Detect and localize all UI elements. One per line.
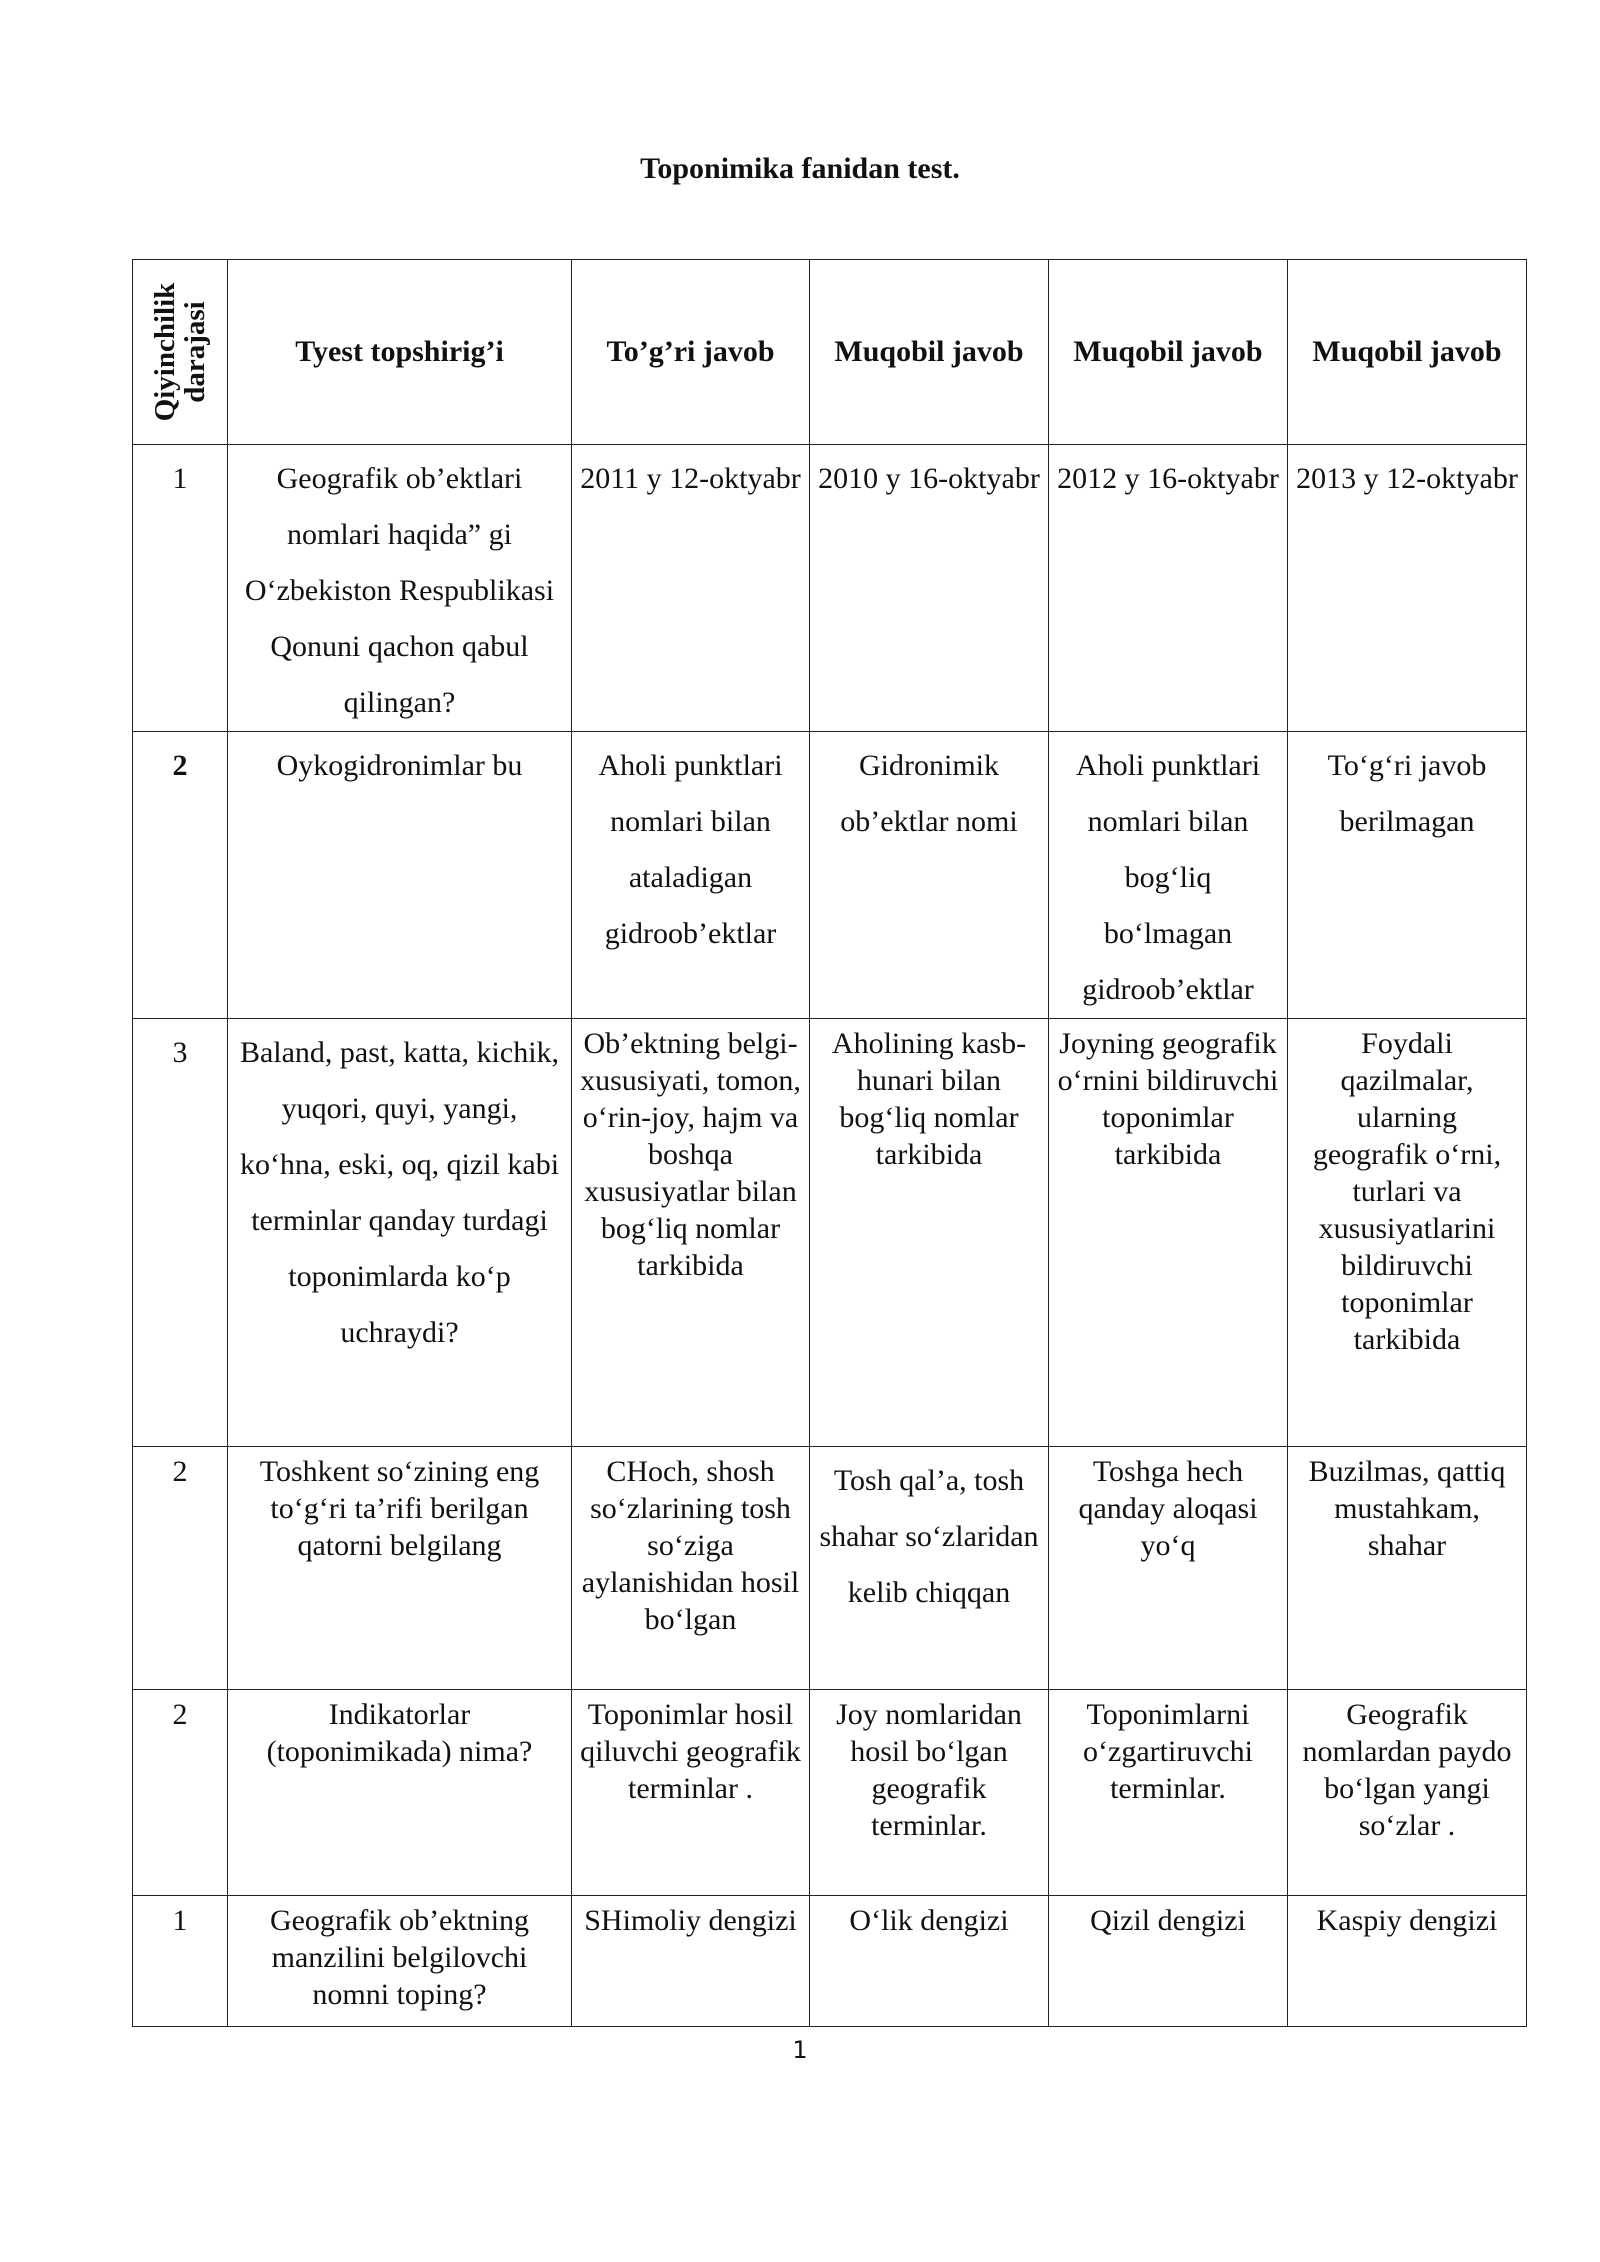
header-difficulty-level [133,260,228,445]
row-alternative-answer-2: 2012 y 16-oktyabr [1049,445,1288,732]
table-row [133,1447,1527,1690]
row-alternative-answer-2: Joyning geografik o‘rnini bildiruvchi toponimlar tarkibida [1049,1019,1288,1447]
row-level: 2 [133,732,228,1019]
row-task: Geografik ob’ektlari nomlari haqida” gi O‘zbekiston Respublikasi Qonuni qachon qabul qilingan? [228,445,572,732]
row-task: Baland, past, katta, kichik, yuqori, quyi, yangi, ko‘hna, eski, oq, qizil kabi terminlar qanday turdagi toponimlarda ko‘p uchraydi? [228,1019,572,1447]
table-header-row [133,260,1527,445]
row-level: 3 [133,1019,228,1447]
row-alternative-answer-1: Gidronimik ob’ektlar nomi [810,732,1049,1019]
row-level: 1 [133,1896,228,2027]
test-table [132,259,1527,2027]
row-task: Toshkent so‘zining eng to‘g‘ri ta’rifi berilgan qatorni belgilang [228,1447,572,1690]
row-task: Geografik ob’ektning manzilini belgilovchi nomni toping? [228,1896,572,2027]
table-row [133,1019,1527,1447]
row-alternative-answer-1: Aholining kasb-hunari bilan bog‘liq nomlar tarkibida [810,1019,1049,1447]
row-correct-answer: Ob’ektning belgi-xususiyati, tomon, o‘rin-joy, hajm va boshqa xususiyatlar bilan bog‘liq nomlar tarkibida [572,1019,810,1447]
table-row [133,1690,1527,1896]
row-level: 2 [133,1447,228,1690]
document-title: Toponimika fanidan test. [640,152,960,185]
row-alternative-answer-3: Geografik nomlardan paydo bo‘lgan yangi so‘zlar . [1288,1690,1527,1896]
row-task: Oykogidronimlar bu [228,732,572,1019]
row-alternative-answer-3: Kaspiy dengizi [1288,1896,1527,2027]
row-alternative-answer-2: Toshga hech qanday aloqasi yo‘q [1049,1447,1288,1690]
row-alternative-answer-2: Qizil dengizi [1049,1896,1288,2027]
row-alternative-answer-2: Aholi punktlari nomlari bilan bog‘liq bo‘lmagan gidroob’ektlar [1049,732,1288,1019]
table-row [133,1896,1527,2027]
header-alternative-answer-3: Muqobil javob [1288,260,1527,445]
header-alternative-answer-1: Muqobil javob [810,260,1049,445]
row-level: 1 [133,445,228,732]
table-row [133,445,1527,732]
row-alternative-answer-2: Toponimlarni o‘zgartiruvchi terminlar. [1049,1690,1288,1896]
row-level: 2 [133,1690,228,1896]
row-alternative-answer-3: 2013 y 12-oktyabr [1288,445,1527,732]
page-number: 1 [792,2036,808,2064]
row-alternative-answer-1: Joy nomlaridan hosil bo‘lgan geografik terminlar. [810,1690,1049,1896]
header-alternative-answer-2: Muqobil javob [1049,260,1288,445]
table-row [133,732,1527,1019]
row-alternative-answer-1: Tosh qal’a, tosh shahar so‘zlaridan kelib chiqqan [810,1447,1049,1690]
header-difficulty-line1: Qiyinchilik [149,282,181,422]
row-correct-answer: Aholi punktlari nomlari bilan ataladigan gidroob’ektlar [572,732,810,1019]
row-alternative-answer-3: To‘g‘ri javob berilmagan [1288,732,1527,1019]
row-alternative-answer-3: Buzilmas, qattiq mustahkam, shahar [1288,1447,1527,1690]
row-correct-answer: CHoch, shosh so‘zlarining tosh so‘ziga aylanishidan hosil bo‘lgan [572,1447,810,1690]
row-correct-answer: SHimoliy dengizi [572,1896,810,2027]
row-task: Indikatorlar (toponimikada) nima? [228,1690,572,1896]
header-correct-answer: To’g’ri javob [572,260,810,445]
row-correct-answer: Toponimlar hosil qiluvchi geografik terminlar . [572,1690,810,1896]
header-test-task: Tyest topshirig’i [228,260,572,445]
row-alternative-answer-1: 2010 y 16-oktyabr [810,445,1049,732]
row-alternative-answer-3: Foydali qazilmalar, ularning geografik o‘rni, turlari va xususiyatlarini bildiruvchi toponimlar tarkibida [1288,1019,1527,1447]
header-difficulty-line2: darajasi [179,301,211,403]
row-alternative-answer-1: O‘lik dengizi [810,1896,1049,2027]
row-correct-answer: 2011 y 12-oktyabr [572,445,810,732]
